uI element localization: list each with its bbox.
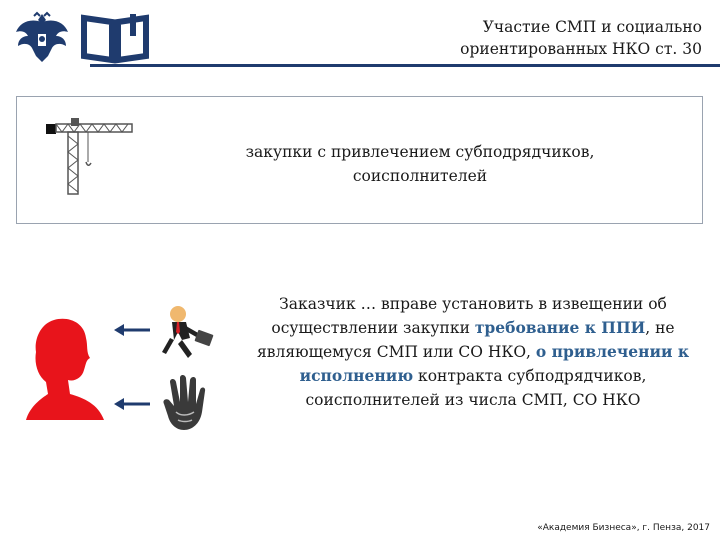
title-line-1: Участие СМП и социально (482, 18, 702, 36)
emblem-icon (12, 8, 72, 68)
customer-rights-text (248, 292, 698, 412)
handprint-icon (160, 372, 214, 432)
subcontractor-text-line-2: соисполнителей (352, 167, 488, 185)
header-divider (90, 64, 720, 67)
main-text-part-2: , не являющемуся СМП или СО НКО, (256, 319, 675, 361)
book-logo-icon (80, 12, 150, 64)
footer-caption: «Академия Бизнеса», г. Пенза, 2017 (537, 523, 710, 533)
arrow-left-icon (112, 322, 152, 338)
subcontractor-text (200, 140, 640, 188)
highlight-requirement: требование к ППИ (474, 318, 646, 337)
subcontractor-text-line-1: закупки с привлечением субподрядчиков, (245, 143, 595, 161)
businessman-icon (160, 304, 218, 362)
highlight-engagement: о привлечении к исполнению (299, 342, 690, 385)
arrow-left-icon (112, 396, 152, 412)
crane-icon (42, 112, 134, 196)
silhouette-icon (24, 316, 106, 422)
title-line-2: ориентированных НКО ст. 30 (460, 40, 702, 58)
page-title (372, 16, 702, 60)
main-text-part-1: Заказчик … вправе установить в извещении об осуществлении закупки (271, 295, 667, 337)
main-text-part-3: контракта субподрядчиков, соисполнителей из числа СМП, СО НКО (305, 367, 647, 409)
